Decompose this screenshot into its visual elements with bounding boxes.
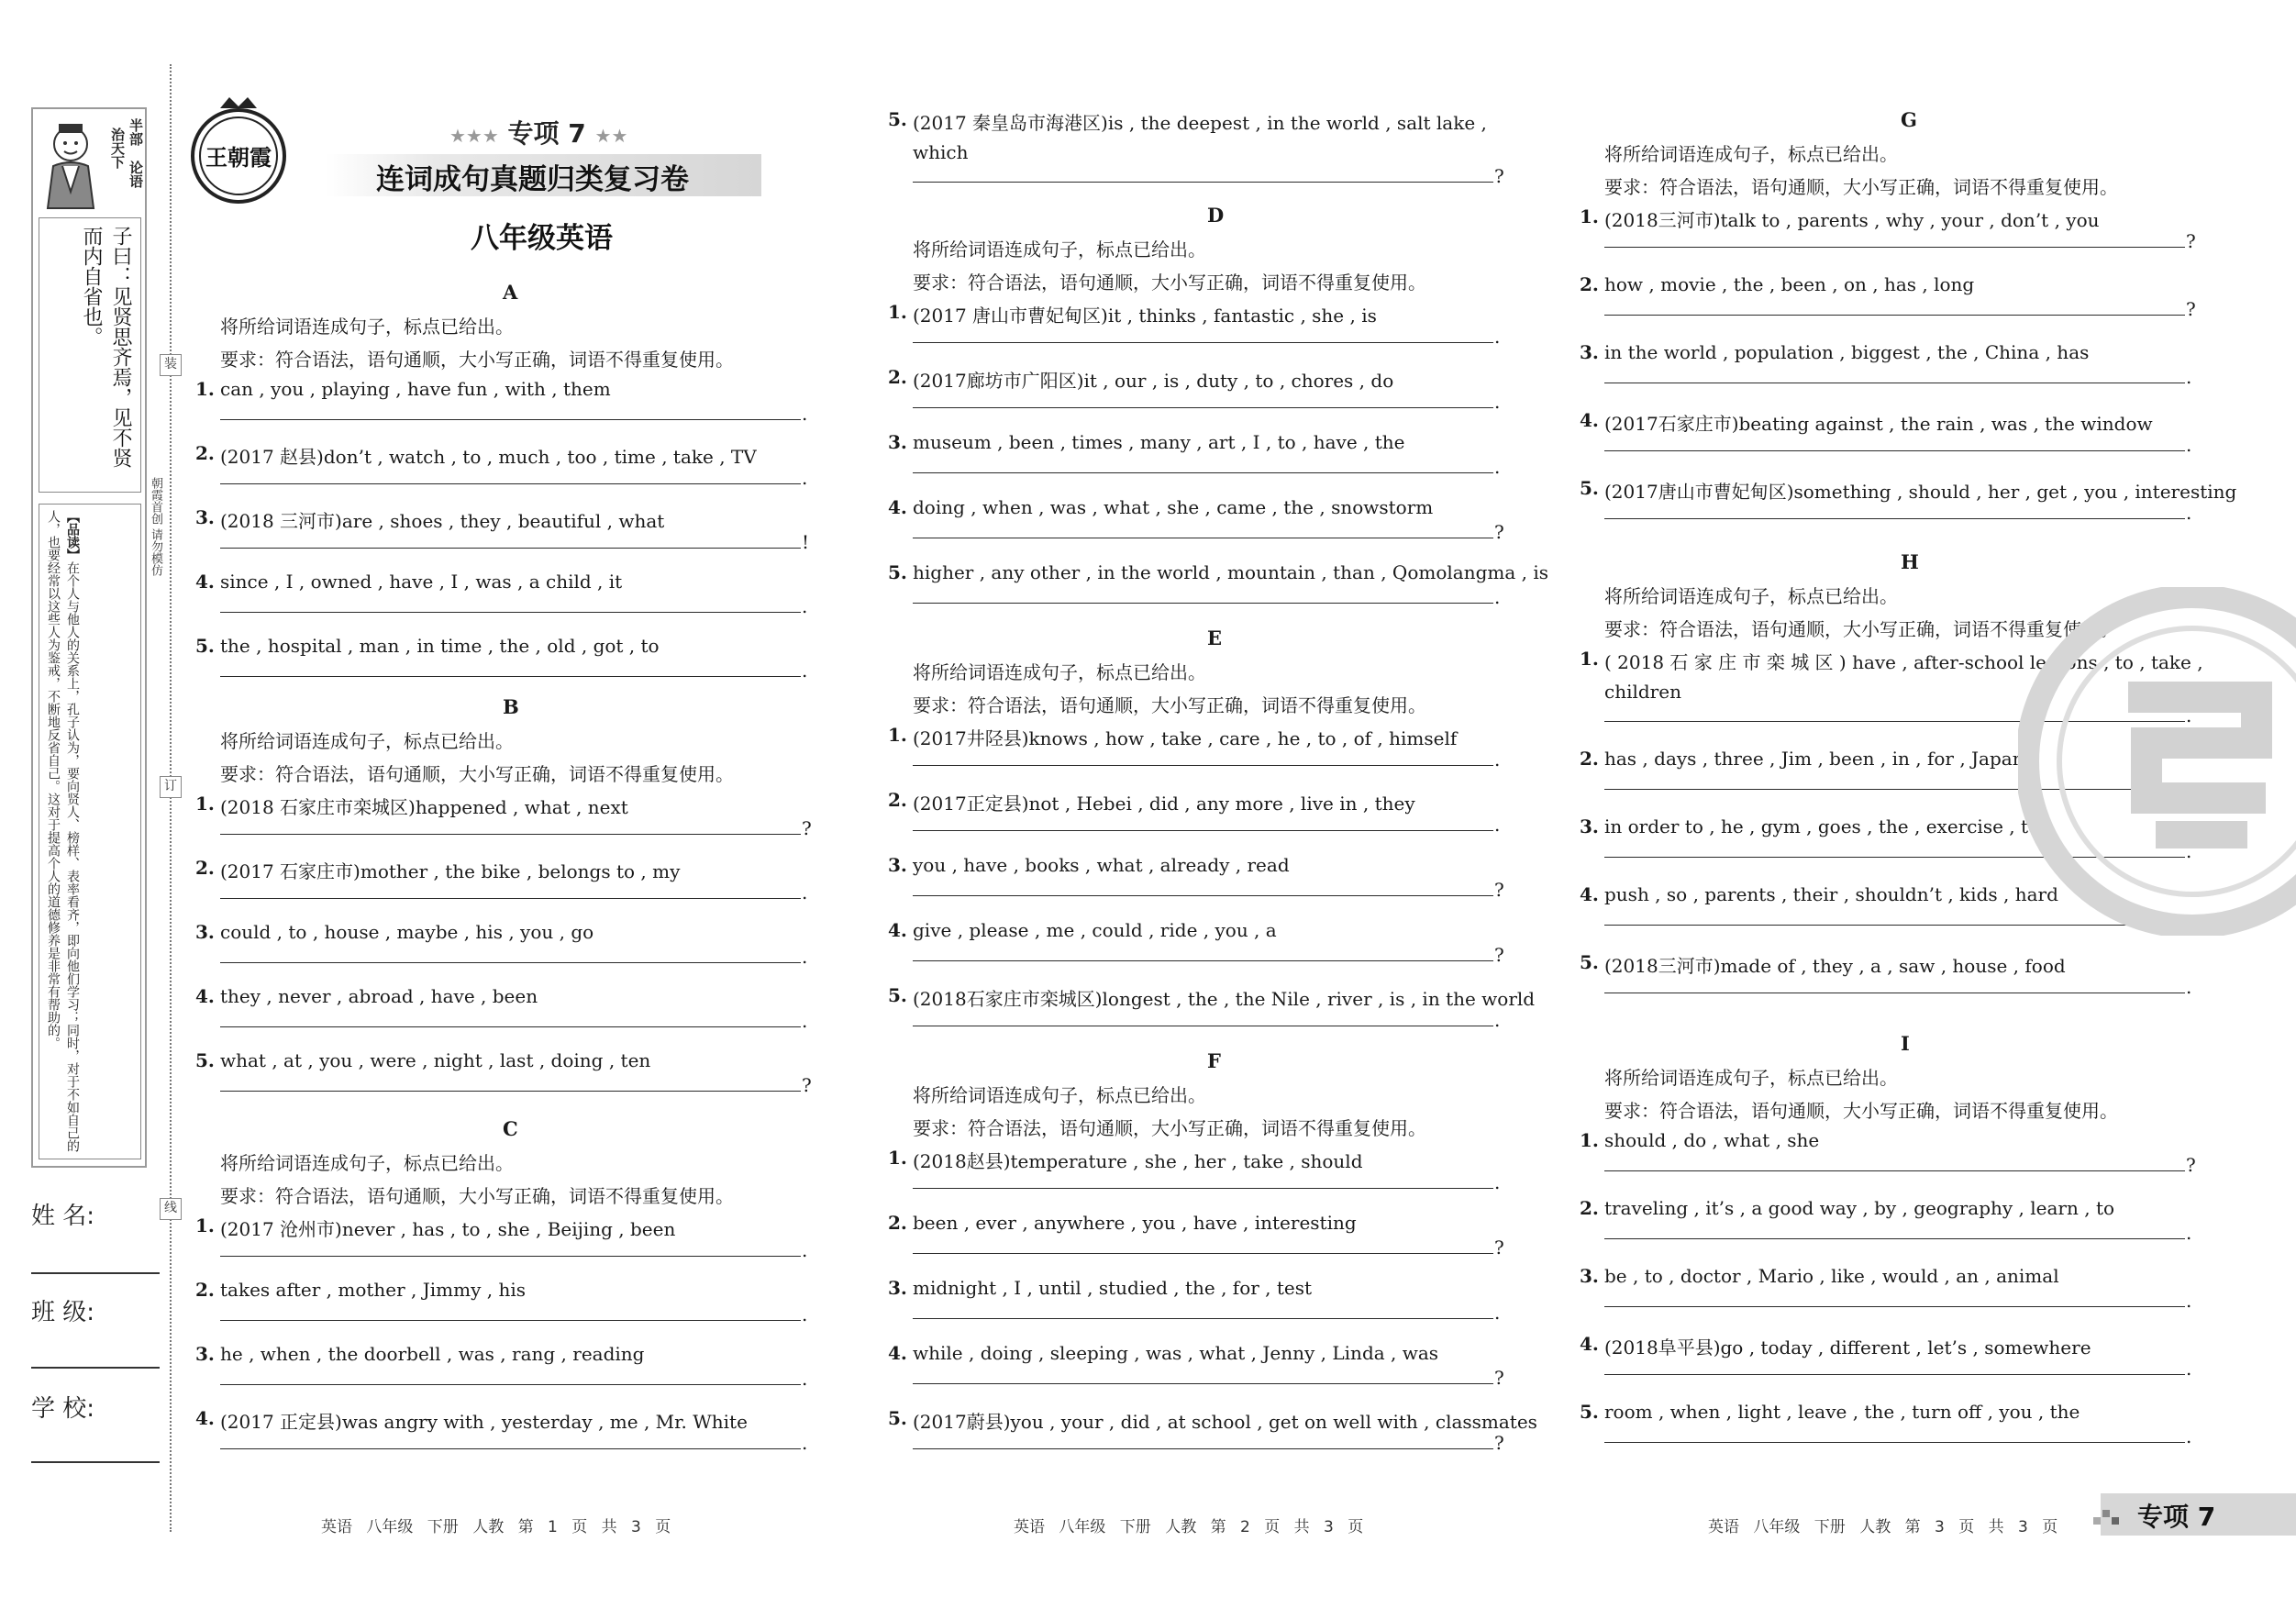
question-words: (2017 赵县)don’t , watch , to , much , too , time , take , TV <box>220 446 757 468</box>
instruction-line-2: 要求：符合语法，语句通顺，大小写正确，词语不得重复使用。 <box>913 694 1426 716</box>
instruction-line-1: 将所给词语连成句子，标点已给出。 <box>1604 1067 1898 1089</box>
end-punctuation: . <box>1494 326 1501 348</box>
question-number: 4. <box>195 1407 215 1429</box>
question-words: should , do , what , she <box>1604 1129 1820 1151</box>
question-number: 1. <box>888 301 907 323</box>
end-punctuation: . <box>802 946 808 968</box>
answer-line[interactable] <box>220 1256 801 1257</box>
instruction-line-1: 将所给词语连成句子，标点已给出。 <box>913 238 1206 261</box>
instruction-line-2: 要求：符合语法，语句通顺，大小写正确，词语不得重复使用。 <box>220 763 734 785</box>
end-punctuation: . <box>1494 1171 1501 1193</box>
end-punctuation: ? <box>2186 1154 2196 1176</box>
end-punctuation: . <box>1494 586 1501 608</box>
question-number: 5. <box>888 108 907 130</box>
end-punctuation: ? <box>1494 1432 1504 1454</box>
answer-line[interactable] <box>1604 1238 2185 1239</box>
motto <box>106 118 143 219</box>
saying-box <box>39 217 141 493</box>
end-punctuation: . <box>2186 1425 2192 1447</box>
instruction-line-2: 要求：符合语法，语句通顺，大小写正确，词语不得重复使用。 <box>1604 176 2118 198</box>
school-label: 学 校: <box>31 1395 95 1423</box>
end-punctuation: . <box>802 1010 808 1032</box>
answer-line[interactable] <box>220 419 801 420</box>
question-words: can , you , playing , have fun , with , them <box>220 378 611 400</box>
question-number: 4. <box>888 1342 907 1364</box>
answer-line[interactable] <box>913 1188 1493 1189</box>
question-number: 2. <box>195 442 215 464</box>
answer-line[interactable] <box>220 548 801 549</box>
reading-text <box>43 510 82 1152</box>
end-punctuation: . <box>1494 1009 1501 1031</box>
end-punctuation: . <box>2186 434 2192 456</box>
section-heading-H: H <box>1901 550 1919 573</box>
class-label: 班 级: <box>31 1299 95 1326</box>
class-field[interactable] <box>31 1293 160 1327</box>
answer-line[interactable] <box>220 483 801 484</box>
end-punctuation: ? <box>1494 944 1504 966</box>
end-punctuation: . <box>1494 749 1501 771</box>
footer-page-3: 英语 八年级 下册 人教 第 3 页 共 3 页 <box>1708 1518 2058 1536</box>
motto-3: 论语 <box>128 161 144 188</box>
end-punctuation: . <box>802 1432 808 1454</box>
section-heading-E: E <box>1207 627 1223 649</box>
answer-line[interactable] <box>913 960 1493 961</box>
answer-line[interactable] <box>1604 1170 2185 1171</box>
end-punctuation: ? <box>802 817 812 839</box>
question-words-cont: which <box>913 141 969 163</box>
answer-line[interactable] <box>220 1448 801 1449</box>
question-words: doing , when , was , what , she , came , the , snowstorm <box>913 496 1434 518</box>
tag-squares-icon <box>2093 1506 2130 1526</box>
end-punctuation: . <box>802 467 808 489</box>
answer-line[interactable] <box>1604 518 2185 519</box>
answer-line[interactable] <box>220 834 801 835</box>
question-number: 2. <box>888 366 907 388</box>
question-number: 4. <box>1580 409 1599 431</box>
question-number: 5. <box>1580 951 1599 973</box>
instruction-line-2: 要求：符合语法，语句通顺，大小写正确，词语不得重复使用。 <box>913 1117 1426 1139</box>
question-words: (2018 三河市)are , shoes , they , beautiful , what <box>220 510 665 532</box>
instruction-line-1: 将所给词语连成句子，标点已给出。 <box>913 1084 1206 1106</box>
school-line <box>31 1461 160 1463</box>
end-punctuation: . <box>2186 502 2192 524</box>
topic-label: ★★★ 专项 7 ★★ <box>449 118 628 149</box>
answer-line[interactable] <box>220 898 801 899</box>
answer-line[interactable] <box>913 407 1493 408</box>
question-words: (2017蔚县)you , your , did , at school , get on well with , classmates <box>913 1411 1537 1433</box>
question-number: 5. <box>1580 477 1599 499</box>
answer-line[interactable] <box>220 612 801 613</box>
question-words: traveling , it’s , a good way , by , geography , learn , to <box>1604 1197 2115 1219</box>
question-number: 4. <box>1580 883 1599 905</box>
answer-line[interactable] <box>1604 1442 2185 1443</box>
question-number: 1. <box>1580 205 1599 227</box>
class-line <box>31 1367 160 1369</box>
end-punctuation: . <box>2186 1290 2192 1312</box>
instruction-line-2: 要求：符合语法，语句通顺，大小写正确，词语不得重复使用。 <box>1604 618 2118 640</box>
question-number: 3. <box>888 854 907 876</box>
topic-text: 专项 7 <box>507 118 586 149</box>
section-heading-D: D <box>1207 204 1225 227</box>
section-heading-B: B <box>503 695 519 718</box>
question-number: 5. <box>195 1049 215 1071</box>
question-number: 2. <box>195 857 215 879</box>
question-words: has , days , three , Jim , been , in , for , Japan <box>1604 748 2024 770</box>
question-number: 2. <box>888 1212 907 1234</box>
end-punctuation: ? <box>802 1074 812 1096</box>
instruction-line-2: 要求：符合语法，语句通顺，大小写正确，词语不得重复使用。 <box>913 272 1426 294</box>
question-number: 1. <box>1580 648 1599 670</box>
answer-line[interactable] <box>1604 450 2185 451</box>
question-words: (2017廊坊市广阳区)it , our , is , duty , to , chores , do <box>913 370 1394 392</box>
answer-line[interactable] <box>220 1320 801 1321</box>
watermark-seal-icon <box>2018 587 2296 936</box>
question-words: (2017 唐山市曹妃甸区)it , thinks , fantastic , she , is <box>913 305 1377 327</box>
question-words: since , I , owned , have , I , was , a child , it <box>220 571 623 593</box>
answer-line[interactable] <box>220 676 801 677</box>
question-number: 1. <box>888 1147 907 1169</box>
answer-line[interactable] <box>913 765 1493 766</box>
end-punctuation: ? <box>1494 1237 1504 1259</box>
question-number: 5. <box>195 635 215 657</box>
analects-panel <box>31 107 147 1168</box>
question-number: 3. <box>195 921 215 943</box>
end-punctuation: ? <box>2186 230 2196 252</box>
question-words: be , to , doctor , Mario , like , would , an , animal <box>1604 1265 2059 1287</box>
answer-line[interactable] <box>1604 1374 2185 1375</box>
question-number: 4. <box>1580 1333 1599 1355</box>
name-label: 姓 名: <box>31 1203 95 1230</box>
end-punctuation: ! <box>802 531 810 553</box>
question-number: 3. <box>1580 1265 1599 1287</box>
question-words: give , please , me , could , ride , you , a <box>913 919 1277 941</box>
question-number: 2. <box>1580 273 1599 295</box>
binding-dotted-line <box>170 64 172 1532</box>
end-punctuation: . <box>802 403 808 425</box>
question-number: 4. <box>195 985 215 1007</box>
answer-line[interactable] <box>1604 247 2185 248</box>
answer-line[interactable] <box>913 472 1493 473</box>
answer-line[interactable] <box>913 342 1493 343</box>
question-number: 5. <box>888 1407 907 1429</box>
page-title: 连词成句真题归类复习卷 <box>376 163 689 196</box>
end-punctuation: . <box>1494 456 1501 478</box>
end-punctuation: ? <box>1494 1367 1504 1389</box>
answer-line[interactable] <box>220 1091 801 1092</box>
end-punctuation: ? <box>1494 165 1504 187</box>
name-line <box>31 1272 160 1274</box>
question-number: 3. <box>195 1343 215 1365</box>
question-number: 1. <box>1580 1129 1599 1151</box>
question-words: higher , any other , in the world , mountain , than , Qomolangma , is <box>913 561 1548 583</box>
question-number: 1. <box>888 724 907 746</box>
answer-line[interactable] <box>1604 315 2185 316</box>
answer-line[interactable] <box>913 1253 1493 1254</box>
question-number: 4. <box>195 571 215 593</box>
publisher-logo-icon <box>183 97 294 204</box>
answer-line[interactable] <box>913 895 1493 896</box>
end-punctuation: . <box>802 595 808 617</box>
question-number: 3. <box>195 506 215 528</box>
question-words: you , have , books , what , already , read <box>913 854 1290 876</box>
question-number: 2. <box>1580 748 1599 770</box>
question-number: 1. <box>195 793 215 815</box>
cut-mark-2: 订 <box>160 776 182 798</box>
question-words: he , when , the doorbell , was , rang , reading <box>220 1343 645 1365</box>
question-words: they , never , abroad , have , been <box>220 985 538 1007</box>
cut-mark-3: 线 <box>160 1198 182 1220</box>
end-punctuation: . <box>2186 976 2192 998</box>
name-field[interactable] <box>31 1197 160 1231</box>
section-heading-A: A <box>503 281 518 304</box>
answer-line[interactable] <box>913 830 1493 831</box>
end-punctuation: . <box>2186 1222 2192 1244</box>
school-field[interactable] <box>31 1390 160 1424</box>
answer-line[interactable] <box>220 1026 801 1027</box>
question-words: (2017 正定县)was angry with , yesterday , me , Mr. White <box>220 1411 748 1433</box>
answer-line[interactable] <box>913 1448 1493 1449</box>
question-words: (2018三河市)made of , they , a , saw , house , food <box>1604 955 2066 977</box>
question-words: how , movie , the , been , on , has , long <box>1604 273 1975 295</box>
instruction-line-1: 将所给词语连成句子，标点已给出。 <box>220 1152 514 1174</box>
question-words: could , to , house , maybe , his , you , go <box>220 921 594 943</box>
reading-box <box>39 504 141 1159</box>
question-number: 2. <box>1580 1197 1599 1219</box>
question-words: (2017正定县)not , Hebei , did , any more , live in , they <box>913 793 1415 815</box>
cut-mark-1: 装 <box>160 354 182 376</box>
end-punctuation: . <box>802 1303 808 1325</box>
question-number: 2. <box>195 1279 215 1301</box>
end-punctuation: ? <box>1494 879 1504 901</box>
question-words: (2017 石家庄市)mother , the bike , belongs to , my <box>220 860 681 882</box>
saying-line-1: 子曰：见贤思齐焉，见不贤 <box>109 226 132 468</box>
answer-line[interactable] <box>913 603 1493 604</box>
section-heading-C: C <box>503 1117 518 1140</box>
binding-strip <box>0 0 183 1597</box>
end-punctuation: ? <box>1494 521 1504 543</box>
question-number: 5. <box>1580 1401 1599 1423</box>
question-words: museum , been , times , many , art , I , to , have , the <box>913 431 1405 453</box>
end-punctuation: ? <box>2186 298 2196 320</box>
footer-page-2: 英语 八年级 下册 人教 第 2 页 共 3 页 <box>1014 1518 1364 1536</box>
reading-body: 在个人与他人的关系上，孔子认为，要向贤人、榜样、表率看齐，即向他们学习；同时，对于不如自己的人，也要经常以这些人为鉴戒，不断地反省自己。这对于提高个人的道德修养是非常有帮助的。 <box>46 510 80 1152</box>
answer-line[interactable] <box>913 1383 1493 1384</box>
question-words: (2018石家庄市栾城区)longest , the , the Nile , river , is , in the world <box>913 988 1536 1010</box>
question-words: (2018阜平县)go , today , different , let’s , somewhere <box>1604 1336 2091 1359</box>
section-heading-I: I <box>1901 1032 1910 1055</box>
section-heading-G: G <box>1901 108 1917 131</box>
instruction-line-2: 要求：符合语法，语句通顺，大小写正确，词语不得重复使用。 <box>220 349 734 371</box>
question-number: 1. <box>195 1214 215 1237</box>
end-punctuation: . <box>2186 840 2192 862</box>
binding-note: 朝霞首创 请勿模仿 <box>149 477 162 577</box>
end-punctuation: . <box>2186 704 2192 726</box>
answer-line[interactable] <box>1604 1306 2185 1307</box>
end-punctuation: . <box>802 660 808 682</box>
end-punctuation: . <box>2186 908 2192 930</box>
instruction-line-1: 将所给词语连成句子，标点已给出。 <box>220 730 514 752</box>
motto-2: 治天下 <box>109 128 126 169</box>
saying-line-2: 而内自省也。 <box>80 226 103 347</box>
question-number: 4. <box>888 496 907 518</box>
instruction-line-2: 要求：符合语法，语句通顺，大小写正确，词语不得重复使用。 <box>1604 1100 2118 1122</box>
end-punctuation: . <box>2186 772 2192 794</box>
end-punctuation: . <box>1494 1302 1501 1324</box>
question-number: 3. <box>888 1277 907 1299</box>
end-punctuation: . <box>802 882 808 904</box>
question-number: 4. <box>888 919 907 941</box>
question-words: (2017 沧州市)never , has , to , she , Beijing , been <box>220 1218 676 1240</box>
question-words: (2018 石家庄市栾城区)happened , what , next <box>220 796 628 818</box>
end-punctuation: . <box>2186 366 2192 388</box>
end-punctuation: . <box>802 1368 808 1390</box>
question-words: what , at , you , were , night , last , doing , ten <box>220 1049 651 1071</box>
confucius-avatar <box>39 118 103 210</box>
logo-text: 王朝霞 <box>205 145 272 171</box>
question-words: been , ever , anywhere , you , have , interesting <box>913 1212 1357 1234</box>
question-number: 2. <box>888 789 907 811</box>
question-number: 3. <box>1580 815 1599 837</box>
grade-title: 八年级英语 <box>471 222 613 255</box>
end-punctuation: . <box>2186 1358 2192 1380</box>
end-punctuation: . <box>1494 391 1501 413</box>
question-words: while , doing , sleeping , was , what , Jenny , Linda , was <box>913 1342 1439 1364</box>
question-words-cont: children <box>1604 681 1681 703</box>
section-heading-F: F <box>1207 1049 1221 1072</box>
question-words: (2018赵县)temperature , she , her , take , should <box>913 1150 1363 1172</box>
question-words: the , hospital , man , in time , the , old , got , to <box>220 635 660 657</box>
question-words: ( 2018 石 家 庄 市 栾 城 区 ) have , after-school lessons , to , take , <box>1604 651 2203 673</box>
answer-line[interactable] <box>913 182 1493 183</box>
question-words: (2017石家庄市)beating against , the rain , was , the window <box>1604 413 2153 435</box>
answer-line[interactable] <box>220 962 801 963</box>
question-words: room , when , light , leave , the , turn off , you , the <box>1604 1401 2080 1423</box>
reading-label: 【品读】 <box>65 510 80 561</box>
question-number: 5. <box>888 984 907 1006</box>
motto-1: 半部 <box>128 118 144 146</box>
answer-line[interactable] <box>913 1318 1493 1319</box>
instruction-line-1: 将所给词语连成句子，标点已给出。 <box>913 661 1206 683</box>
question-words: (2017 秦皇岛市海港区)is , the deepest , in the world , salt lake , <box>913 112 1487 134</box>
topic-tag: 专项 7 <box>2137 1502 2216 1532</box>
question-words: (2018三河市)talk to , parents , why , your , don’t , you <box>1604 209 2100 231</box>
question-number: 5. <box>888 561 907 583</box>
instruction-line-1: 将所给词语连成句子，标点已给出。 <box>220 316 514 338</box>
instruction-line-1: 将所给词语连成句子，标点已给出。 <box>1604 143 1898 165</box>
question-words: in order to , he , gym , goes , the , exercise , to <box>1604 815 2040 837</box>
end-punctuation: . <box>1494 814 1501 836</box>
question-number: 3. <box>1580 341 1599 363</box>
footer-page-1: 英语 八年级 下册 人教 第 1 页 共 3 页 <box>321 1518 671 1536</box>
question-words: midnight , I , until , studied , the , for , test <box>913 1277 1313 1299</box>
question-words: in the world , population , biggest , the , China , has <box>1604 341 2090 363</box>
answer-line[interactable] <box>220 1384 801 1385</box>
instruction-line-1: 将所给词语连成句子，标点已给出。 <box>1604 585 1898 607</box>
end-punctuation: . <box>802 1239 808 1261</box>
question-words: (2017唐山市曹妃甸区)something , should , her , get , you , interesting <box>1604 481 2237 503</box>
question-number: 3. <box>888 431 907 453</box>
question-number: 1. <box>195 378 215 400</box>
question-words: push , so , parents , their , shouldn’t , kids , hard <box>1604 883 2058 905</box>
question-words: (2017井陉县)knows , how , take , care , he , to , of , himself <box>913 727 1458 749</box>
question-words: takes after , mother , Jimmy , his <box>220 1279 527 1301</box>
instruction-line-2: 要求：符合语法，语句通顺，大小写正确，词语不得重复使用。 <box>220 1185 734 1207</box>
